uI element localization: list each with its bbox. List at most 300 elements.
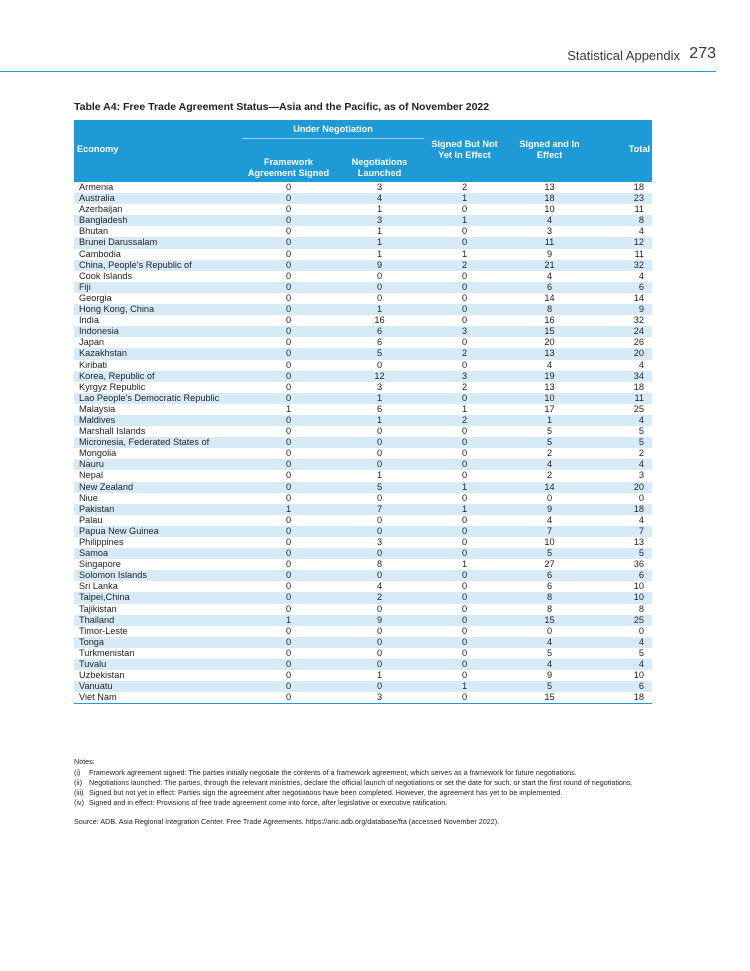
cell-total: 4 (594, 637, 652, 648)
cell-total: 32 (633, 315, 644, 326)
section-title: Statistical Appendix (567, 48, 680, 63)
cell-negotiations: 0 (335, 548, 424, 559)
cell-framework: 0 (242, 193, 335, 204)
cell-signed-not-in-effect: 2 (424, 415, 505, 426)
cell-economy: Uzbekistan (79, 670, 125, 681)
table-row (74, 581, 652, 592)
cell-signed-not-in-effect: 0 (461, 625, 468, 636)
column-header-framework: Framework Agreement Signed (242, 139, 335, 183)
cell-signed-not-in-effect: 0 (424, 393, 505, 404)
table-row (74, 382, 652, 393)
cell-signed-in-effect: 21 (505, 260, 594, 271)
cell-framework: 0 (285, 670, 292, 681)
cell-negotiations: 1 (376, 226, 383, 237)
cell-framework: 0 (285, 359, 292, 370)
cell-framework: 0 (242, 393, 335, 404)
note-text: Signed and in effect: Provisions of free trade agreement come into force, after legislative or executive ratification. (89, 798, 448, 807)
cell-framework: 0 (242, 526, 335, 537)
cell-negotiations: 5 (335, 482, 424, 493)
cell-total: 9 (594, 304, 652, 315)
cell-total: 5 (638, 647, 644, 658)
table-row (74, 548, 652, 559)
cell-framework: 0 (285, 226, 292, 237)
cell-negotiations: 9 (335, 615, 424, 626)
cell-signed-in-effect: 10 (505, 393, 594, 404)
cell-total: 4 (594, 659, 652, 670)
table-row (74, 526, 652, 537)
cell-signed-not-in-effect: 0 (424, 570, 505, 581)
note-text: Negotiations launched: The parties, through the relevant ministries, declare the official launch of negotiations or set the date for such, or start the first round of negotiations. (89, 778, 633, 787)
table-row (74, 315, 652, 326)
cell-signed-in-effect: 4 (546, 359, 553, 370)
cell-signed-in-effect: 5 (505, 681, 594, 692)
cell-total: 11 (594, 393, 652, 404)
cell-economy: Nauru (74, 459, 242, 470)
cell-negotiations: 16 (374, 315, 385, 326)
cell-signed-in-effect: 2 (546, 470, 553, 481)
cell-framework: 0 (285, 603, 292, 614)
cell-framework: 0 (242, 437, 335, 448)
table-row (74, 326, 652, 337)
cell-signed-in-effect: 3 (546, 226, 553, 237)
cell-signed-not-in-effect: 1 (461, 248, 468, 259)
cell-economy: Bhutan (79, 226, 109, 237)
cell-framework: 0 (285, 514, 292, 525)
cell-signed-not-in-effect: 0 (424, 692, 505, 704)
cell-negotiations: 0 (335, 526, 424, 537)
cell-signed-not-in-effect: 0 (461, 581, 468, 592)
cell-negotiations: 0 (335, 637, 424, 648)
note-item (74, 798, 674, 808)
cell-signed-not-in-effect: 2 (424, 260, 505, 271)
cell-framework: 0 (242, 570, 335, 581)
cell-signed-in-effect: 5 (546, 426, 553, 437)
cell-negotiations: 1 (376, 470, 383, 481)
cell-signed-in-effect: 4 (505, 659, 594, 670)
cell-framework: 0 (285, 470, 292, 481)
table-row (74, 282, 652, 293)
cell-total: 11 (634, 248, 644, 259)
cell-negotiations: 1 (376, 248, 383, 259)
cell-economy: Indonesia (74, 326, 242, 337)
cell-economy: Japan (79, 337, 105, 348)
cell-economy: Philippines (79, 537, 124, 547)
cell-negotiations: 3 (376, 381, 383, 392)
cell-framework: 0 (285, 426, 292, 437)
table-row (74, 470, 652, 481)
table-row (74, 204, 652, 215)
cell-negotiations: 1 (335, 304, 424, 315)
column-header-total: Total (594, 120, 652, 182)
table-row (74, 260, 652, 271)
cell-framework: 0 (242, 592, 335, 603)
cell-total: 4 (594, 459, 652, 470)
cell-negotiations: 3 (376, 182, 383, 192)
cell-economy: Cambodia (79, 248, 121, 259)
cell-negotiations: 0 (335, 459, 424, 470)
cell-economy: Australia (74, 193, 242, 204)
cell-total: 26 (633, 337, 644, 348)
header-rule (0, 71, 716, 72)
cell-framework: 0 (242, 637, 335, 648)
cell-signed-in-effect: 6 (546, 581, 553, 592)
cell-negotiations: 4 (335, 193, 424, 204)
cell-framework: 0 (285, 559, 292, 570)
table-notes (74, 757, 674, 827)
cell-total: 6 (594, 681, 652, 692)
cell-framework: 0 (242, 237, 335, 248)
cell-signed-not-in-effect: 2 (461, 381, 468, 392)
cell-negotiations: 9 (335, 260, 424, 271)
header-group-row (74, 120, 652, 139)
cell-framework: 1 (285, 403, 292, 414)
table-row (74, 371, 652, 382)
cell-total: 4 (638, 226, 644, 237)
cell-total: 6 (594, 570, 652, 581)
cell-framework: 0 (242, 282, 335, 293)
cell-signed-in-effect: 6 (505, 570, 594, 581)
table-row (74, 570, 652, 581)
cell-signed-in-effect: 15 (505, 326, 594, 337)
cell-total: 0 (638, 492, 644, 503)
cell-economy: Timor-Leste (79, 625, 128, 636)
table-row (74, 626, 652, 637)
cell-framework: 0 (242, 459, 335, 470)
cell-framework: 0 (285, 292, 292, 303)
cell-total: 25 (594, 615, 652, 626)
cell-economy: Brunei Darussalam (74, 237, 242, 248)
cell-signed-in-effect: 13 (544, 381, 555, 392)
cell-signed-in-effect: 0 (546, 492, 553, 503)
cell-signed-not-in-effect: 0 (461, 315, 468, 326)
cell-total: 0 (638, 625, 644, 636)
cell-signed-in-effect: 13 (505, 348, 594, 359)
cell-negotiations: 0 (376, 514, 383, 525)
cell-total: 8 (594, 215, 652, 226)
cell-negotiations: 6 (376, 337, 383, 348)
cell-negotiations: 1 (376, 204, 383, 215)
cell-economy: Turkmenistan (79, 647, 135, 658)
cell-signed-in-effect: 9 (546, 670, 553, 681)
cell-negotiations: 1 (335, 415, 424, 426)
cell-signed-in-effect: 0 (546, 625, 553, 636)
cell-framework: 0 (285, 381, 292, 392)
table-row (74, 448, 652, 459)
table-row (74, 193, 652, 204)
table-row (74, 659, 652, 670)
cell-negotiations: 2 (335, 592, 424, 603)
cell-framework: 0 (285, 625, 292, 636)
cell-negotiations: 0 (376, 270, 383, 281)
cell-framework: 0 (242, 415, 335, 426)
cell-framework: 0 (242, 215, 335, 226)
cell-total: 13 (633, 537, 644, 547)
table-row (74, 304, 652, 315)
cell-economy: Kiribati (79, 359, 108, 370)
cell-signed-not-in-effect: 0 (461, 603, 468, 614)
cell-total: 14 (633, 292, 644, 303)
cell-economy: New Zealand (74, 482, 242, 493)
cell-signed-not-in-effect: 0 (461, 359, 468, 370)
cell-signed-not-in-effect: 0 (461, 537, 468, 547)
cell-negotiations: 1 (376, 670, 383, 681)
cell-negotiations: 0 (376, 292, 383, 303)
cell-negotiations: 5 (335, 348, 424, 359)
cell-total: 6 (594, 282, 652, 293)
cell-negotiations: 0 (376, 647, 383, 658)
column-header-signed-in-effect: Signed and In Effect (505, 120, 594, 182)
cell-total: 36 (633, 559, 644, 570)
table-row (74, 237, 652, 248)
table-row (74, 559, 652, 570)
cell-framework: 1 (242, 504, 335, 515)
cell-signed-not-in-effect: 0 (424, 615, 505, 626)
cell-signed-in-effect: 6 (505, 282, 594, 293)
table-row (74, 415, 652, 426)
table-row (74, 249, 652, 260)
cell-signed-not-in-effect: 2 (461, 182, 468, 192)
notes-list (74, 768, 674, 808)
table-row (74, 226, 652, 237)
cell-economy: Georgia (79, 292, 112, 303)
cell-framework: 0 (242, 371, 335, 382)
cell-total: 18 (633, 381, 644, 392)
cell-framework: 0 (285, 492, 292, 503)
cell-total: 25 (633, 403, 644, 414)
note-text: Signed but not yet in effect: Parties sign the agreement after negotiations have been completed. However, the agreement has yet to be implemented. (89, 788, 563, 797)
cell-signed-not-in-effect: 0 (424, 637, 505, 648)
cell-framework: 0 (285, 270, 292, 281)
cell-signed-in-effect: 8 (505, 592, 594, 603)
cell-total: 2 (638, 448, 644, 459)
cell-signed-not-in-effect: 0 (424, 659, 505, 670)
cell-economy: Marshall Islands (79, 426, 146, 437)
cell-signed-in-effect: 7 (505, 526, 594, 537)
table-row (74, 504, 652, 515)
cell-economy: Tuvalu (74, 659, 242, 670)
table-row (74, 493, 652, 504)
cell-signed-not-in-effect: 1 (424, 504, 505, 515)
note-number: (iv) (74, 798, 84, 807)
note-text: Framework agreement signed: The parties initially negotiate the contents of a framework agreement, which serves as a framework for future negotiations. (89, 768, 577, 777)
cell-framework: 0 (285, 537, 292, 547)
cell-signed-in-effect: 5 (505, 548, 594, 559)
cell-total: 24 (594, 326, 652, 337)
cell-framework: 0 (285, 204, 292, 215)
cell-signed-not-in-effect: 0 (424, 592, 505, 603)
cell-signed-in-effect: 20 (544, 337, 555, 348)
cell-signed-not-in-effect: 0 (461, 448, 468, 459)
cell-negotiations: 0 (335, 570, 424, 581)
cell-negotiations: 3 (335, 692, 424, 704)
cell-total: 20 (594, 348, 652, 359)
cell-signed-in-effect: 14 (544, 292, 555, 303)
cell-signed-in-effect: 13 (544, 182, 555, 192)
cell-economy: Papua New Guinea (74, 526, 242, 537)
cell-total: 18 (633, 182, 644, 192)
cell-signed-not-in-effect: 0 (461, 492, 468, 503)
cell-negotiations: 0 (376, 448, 383, 459)
cell-framework: 0 (285, 647, 292, 658)
cell-economy: Sri Lanka (79, 581, 118, 592)
cell-total: 20 (594, 482, 652, 493)
cell-signed-not-in-effect: 0 (461, 292, 468, 303)
cell-negotiations: 0 (376, 492, 383, 503)
table-row (74, 681, 652, 692)
cell-total: 5 (594, 437, 652, 448)
cell-economy: Lao People’s Democratic Republic (74, 393, 242, 404)
cell-negotiations: 1 (335, 393, 424, 404)
cell-signed-in-effect: 4 (505, 459, 594, 470)
note-item (74, 788, 674, 798)
table-row (74, 592, 652, 603)
cell-signed-not-in-effect: 0 (461, 670, 468, 681)
table-row (74, 215, 652, 226)
cell-signed-in-effect: 11 (505, 237, 594, 248)
cell-economy: Niue (79, 492, 98, 503)
cell-framework: 0 (242, 304, 335, 315)
table-row (74, 348, 652, 359)
cell-economy: Kazakhstan (74, 348, 242, 359)
cell-framework: 0 (242, 548, 335, 559)
cell-signed-not-in-effect: 0 (424, 459, 505, 470)
column-header-negotiations: Negotiations Launched (335, 139, 424, 183)
cell-negotiations: 0 (376, 625, 383, 636)
cell-economy: Korea, Republic of (74, 371, 242, 382)
cell-negotiations: 0 (335, 282, 424, 293)
cell-signed-in-effect: 10 (544, 204, 555, 215)
table-row (74, 515, 652, 526)
cell-signed-not-in-effect: 1 (424, 193, 505, 204)
table-row (74, 293, 652, 304)
cell-signed-in-effect: 10 (544, 537, 555, 547)
cell-economy: Malaysia (79, 403, 116, 414)
cell-signed-in-effect: 4 (546, 270, 553, 281)
cell-total: 34 (594, 371, 652, 382)
cell-economy: Maldives (74, 415, 242, 426)
note-item (74, 768, 674, 778)
table-row (74, 692, 652, 704)
column-header-economy: Economy (74, 120, 242, 182)
cell-economy: Vanuatu (74, 681, 242, 692)
cell-negotiations: 1 (335, 237, 424, 248)
cell-framework: 0 (242, 659, 335, 670)
cell-signed-not-in-effect: 0 (461, 426, 468, 437)
cell-total: 23 (594, 193, 652, 204)
table-row (74, 482, 652, 493)
cell-signed-not-in-effect: 1 (461, 559, 468, 570)
notes-heading: Notes: (74, 757, 95, 766)
cell-negotiations: 4 (376, 581, 383, 592)
running-header (0, 0, 750, 74)
fta-status-table (74, 120, 652, 704)
cell-economy: China, People’s Republic of (74, 260, 242, 271)
cell-economy: Pakistan (74, 504, 242, 515)
cell-framework: 0 (285, 337, 292, 348)
cell-signed-in-effect: 4 (505, 637, 594, 648)
cell-framework: 1 (242, 615, 335, 626)
cell-total: 18 (594, 504, 652, 515)
cell-economy: Micronesia, Federated States of (74, 437, 242, 448)
cell-total: 32 (594, 260, 652, 271)
cell-signed-not-in-effect: 1 (461, 403, 468, 414)
cell-total: 12 (594, 237, 652, 248)
note-number: (ii) (74, 778, 82, 787)
table-row (74, 459, 652, 470)
cell-economy: Samoa (74, 548, 242, 559)
cell-negotiations: 0 (335, 681, 424, 692)
table-row (74, 537, 652, 548)
cell-framework: 0 (242, 692, 335, 704)
cell-signed-in-effect: 18 (505, 193, 594, 204)
cell-signed-not-in-effect: 0 (461, 204, 468, 215)
cell-signed-in-effect: 19 (505, 371, 594, 382)
cell-signed-in-effect: 5 (505, 437, 594, 448)
cell-economy: Cook Islands (79, 270, 133, 281)
cell-economy: Nepal (79, 470, 104, 481)
cell-negotiations: 8 (376, 559, 383, 570)
table-row (74, 393, 652, 404)
cell-total: 3 (638, 470, 644, 481)
cell-economy: Fiji (74, 282, 242, 293)
cell-negotiations: 6 (335, 326, 424, 337)
cell-signed-in-effect: 14 (505, 482, 594, 493)
cell-signed-not-in-effect: 1 (424, 681, 505, 692)
table-body (74, 182, 652, 704)
note-number: (i) (74, 768, 81, 777)
cell-total: 10 (633, 670, 644, 681)
cell-total: 10 (633, 581, 644, 592)
cell-negotiations: 3 (376, 537, 383, 547)
page-number: 273 (689, 45, 716, 62)
cell-framework: 0 (285, 182, 292, 192)
cell-total: 4 (594, 415, 652, 426)
cell-signed-in-effect: 27 (544, 559, 555, 570)
cell-signed-not-in-effect: 0 (424, 304, 505, 315)
cell-signed-not-in-effect: 0 (424, 237, 505, 248)
cell-signed-in-effect: 8 (505, 304, 594, 315)
cell-framework: 0 (242, 681, 335, 692)
cell-economy: Bangladesh (74, 215, 242, 226)
cell-framework: 0 (285, 248, 292, 259)
cell-framework: 0 (242, 326, 335, 337)
cell-economy: Kyrgyz Republic (79, 381, 146, 392)
cell-economy: Hong Kong, China (74, 304, 242, 315)
cell-total: 5 (638, 426, 644, 437)
cell-signed-in-effect: 5 (546, 647, 553, 658)
cell-economy: Azerbaijan (79, 204, 123, 215)
table-row (74, 271, 652, 282)
cell-total: 4 (638, 359, 644, 370)
cell-signed-not-in-effect: 0 (461, 470, 468, 481)
cell-negotiations: 0 (335, 437, 424, 448)
table-row (74, 437, 652, 448)
cell-signed-in-effect: 15 (505, 615, 594, 626)
table-title: Table A4: Free Trade Agreement Status—Asia and the Pacific, as of November 2022 (74, 101, 490, 113)
cell-signed-not-in-effect: 1 (424, 215, 505, 226)
cell-negotiations: 0 (376, 426, 383, 437)
cell-negotiations: 12 (335, 371, 424, 382)
cell-negotiations: 3 (335, 215, 424, 226)
cell-signed-not-in-effect: 0 (461, 514, 468, 525)
cell-signed-not-in-effect: 3 (424, 326, 505, 337)
table-row (74, 182, 652, 193)
cell-total: 8 (638, 603, 644, 614)
cell-framework: 0 (285, 581, 292, 592)
table-row (74, 604, 652, 615)
cell-total: 5 (594, 548, 652, 559)
cell-total: 4 (638, 270, 644, 281)
